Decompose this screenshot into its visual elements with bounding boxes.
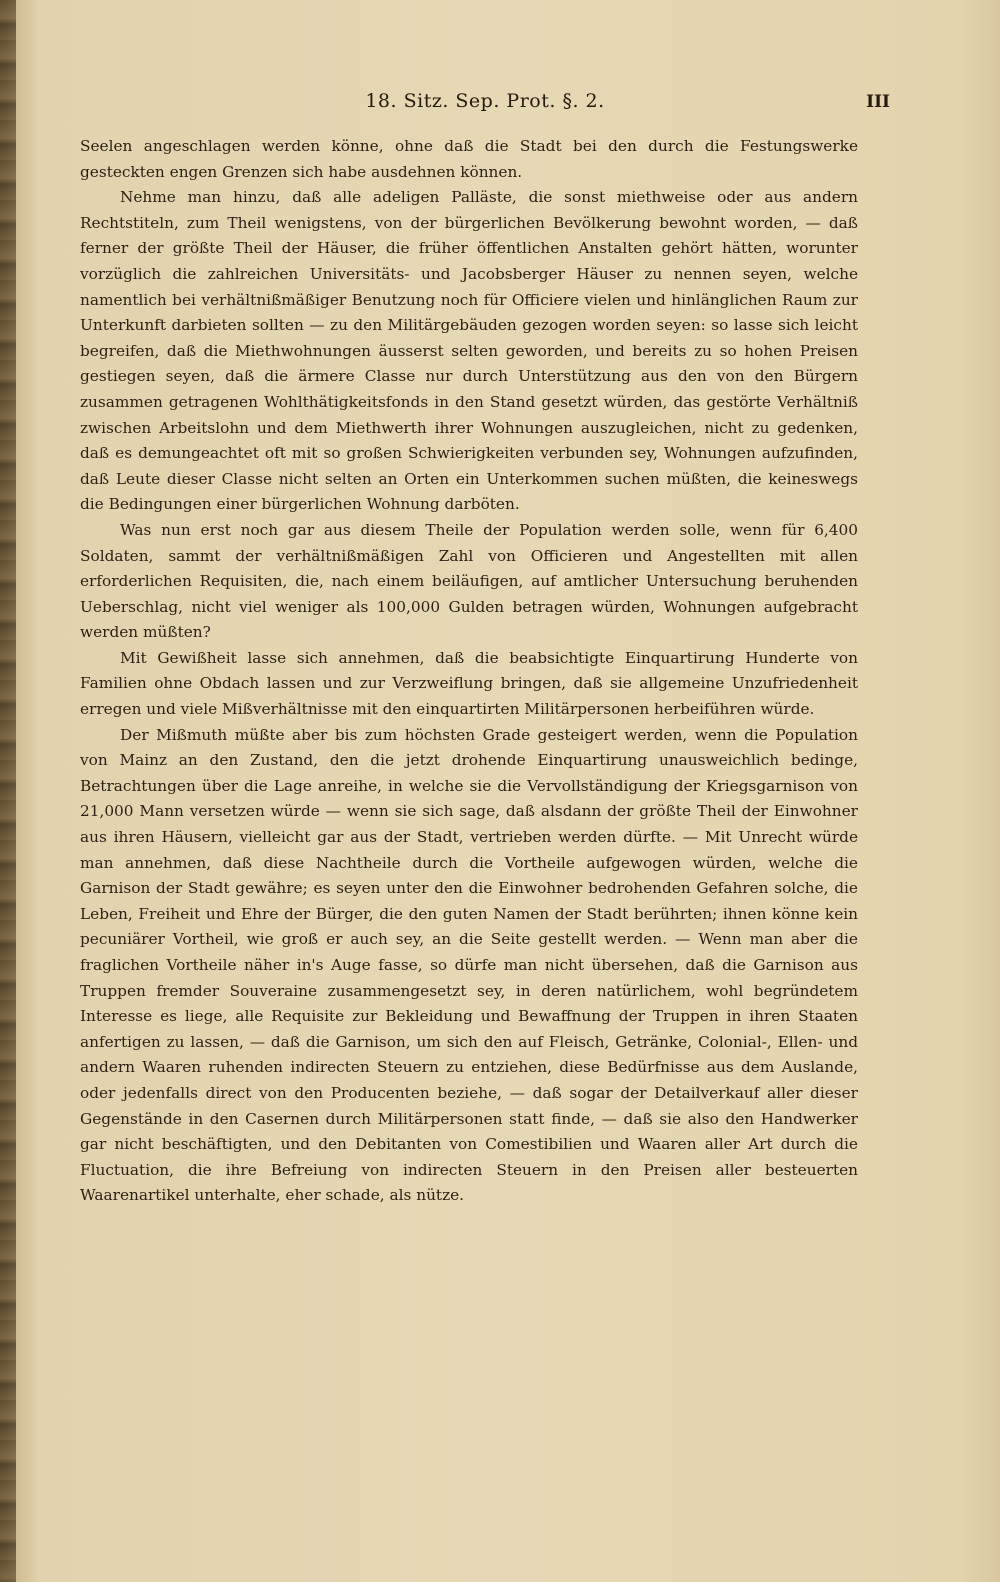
body-text	[80, 134, 858, 1209]
paragraph: Der Mißmuth müßte aber bis zum höchsten Grade gesteigert werden, wenn die Population von Mainz an den Zustand, den die jetzt drohende Einquartirung unausweichlich bedinge, Betrachtungen über die Lage anreihe, in welche sie die Vervollständigung der Kriegsgarnison von 21,000 Mann versetzen würde — wenn sie sich sage, daß alsdann der größte Theil der Einwohner aus ihren Häusern, vielleicht gar aus der Stadt, vertrieben werden dürfte. — Mit Unrecht würde man annehmen, daß diese Nachtheile durch die Vortheile aufgewogen würden, welche die Garnison der Stadt gewähre; es seyen unter den die Einwohner bedrohenden Gefahren solche, die Leben, Freiheit und Ehre der Bürger, die den guten Namen der Stadt berührten; ihnen könne kein pecuniärer Vortheil, wie groß er auch sey, an die Seite gestellt werden. — Wenn man aber die fraglichen Vortheile näher in's Auge fasse, so dürfe man nicht übersehen, daß die Garnison aus Truppen fremder Souveraine zusammengesetzt sey, in deren natürlichem, wohl begründetem Interesse es liege, alle Requisite zur Bekleidung und Bewaffnung der Truppen in ihren Staaten anfertigen zu lassen, — daß die Garnison, um sich den auf Fleisch, Getränke, Colonial-, Ellen- und andern Waaren ruhenden indirecten Steuern zu entziehen, diese Bedürfnisse aus dem Auslande, oder jedenfalls direct von den Producenten beziehe, — daß sogar der Detailverkauf aller dieser Gegenstände in den Casernen durch Militärpersonen statt finde, — daß sie also den Handwerker gar nicht beschäftigten, und den Debitanten von Comestibilien und Waaren aller Art durch die Fluctuation, die ihre Befreiung von indirecten Steuern in den Preisen aller besteuerten Waarenartikel unterhalte, eher schade, als nütze.	[80, 725, 858, 1205]
page-number: III	[866, 92, 890, 112]
paragraph: Seelen angeschlagen werden könne, ohne daß die Stadt bei den durch die Festungswerke gesteckten engen Grenzen sich habe ausdehnen können.	[80, 137, 858, 181]
book-spine-edge	[0, 0, 16, 1582]
page-header	[80, 90, 890, 120]
paragraph: Nehme man hinzu, daß alle adeligen Palläste, die sonst miethweise oder aus andern Rechtstiteln, zum Theil wenigstens, von der bürgerlichen Bevölkerung bewohnt worden, — daß ferner der größte Theil der Häuser, die früher öffentlichen Anstalten gehört hätten, worunter vorzüglich die zahlreichen Universitäts- und Jacobsberger Häuser zu nennen seyen, welche namentlich bei verhältnißmäßiger Benutzung noch für Officiere vielen und hinlänglichen Raum zur Unterkunft darbieten sollten — zu den Militärgebäuden gezogen worden seyen: so lasse sich leicht begreifen, daß die Miethwohnungen äusserst selten geworden, und bereits zu so hohen Preisen gestiegen seyen, daß die ärmere Classe nur durch Unterstützung aus den von den Bürgern zusammen getragenen Wohlthätigkeitsfonds in den Stand gesetzt würden, das gestörte Verhältniß zwischen Arbeitslohn und dem Miethwerth ihrer Wohnungen auszugleichen, nicht zu gedenken, daß es demungeachtet oft mit so großen Schwierigkeiten verbunden sey, Wohnungen aufzufinden, daß Leute dieser Classe nicht selten an Orten ein Unterkommen suchen müßten, die keineswegs die Bedingungen einer bürgerlichen Wohnung darböten.	[80, 188, 858, 514]
paragraph: Mit Gewißheit lasse sich annehmen, daß die beabsichtigte Einquartirung Hunderte von Familien ohne Obdach lassen und zur Verzweiflung bringen, daß sie allgemeine Unzufriedenheit erregen und viele Mißverhältnisse mit den einquartirten Militärpersonen herbeiführen würde.	[80, 648, 858, 719]
running-title: 18. Sitz. Sep. Prot. §. 2.	[365, 90, 605, 112]
paragraph: Was nun erst noch gar aus diesem Theile der Population werden solle, wenn für 6,400 Soldaten, sammt der verhältnißmäßigen Zahl von Officieren und Angestellten mit allen erforderlichen Requisiten, die, nach einem beiläufigen, auf amtlicher Untersuchung beruhenden Ueberschlag, nicht viel weniger als 100,000 Gulden betragen würden, Wohnungen aufgebracht werden müßten?	[80, 520, 858, 642]
